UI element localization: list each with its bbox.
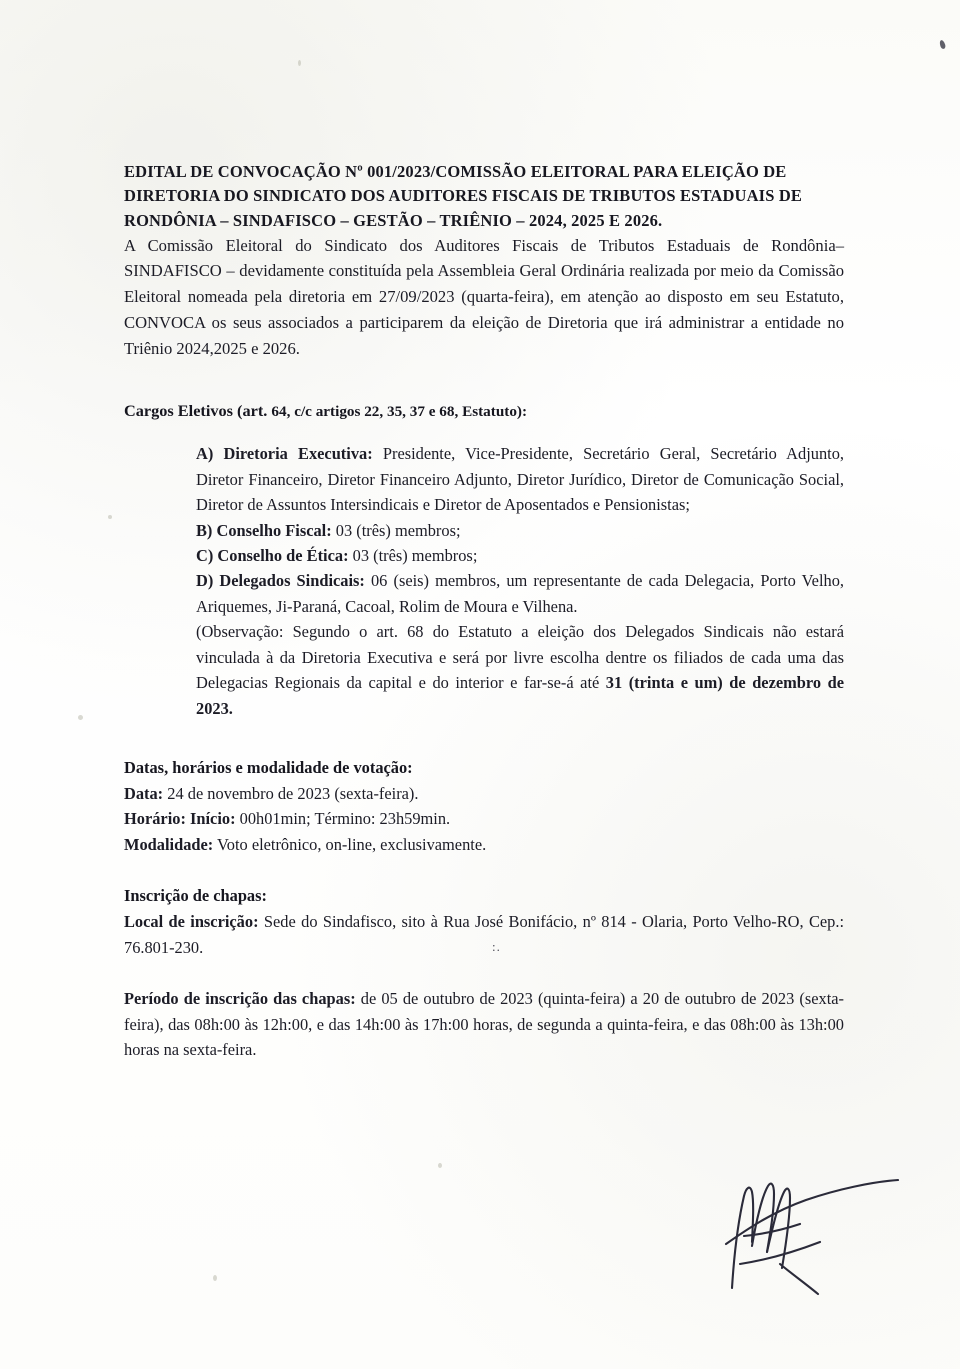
cargos-item-a-letter: A): [196, 444, 214, 464]
cargos-observation-deadline: 31 (trinta e um) de dezembro de 2023.: [196, 673, 844, 718]
datas-row-modalidade: [124, 832, 844, 858]
periodo-label: Período de inscrição das chapas:: [124, 989, 356, 1009]
cargos-item-b-text: 03 (três) membros;: [331, 520, 461, 540]
scan-speck: [108, 515, 112, 519]
datas-row-data: [124, 781, 844, 807]
inscricao-heading: Inscrição de chapas:: [124, 886, 267, 906]
cargos-item-b-letter: B): [196, 520, 213, 540]
document-body: [124, 0, 844, 1063]
cargos-heading-rest: 64, c/c artigos 22, 35, 37 e 68, Estatuto):: [271, 403, 528, 421]
cargos-item-c-text: 03 (três) membros;: [348, 546, 478, 566]
cargos-item-c-letter: C): [196, 546, 214, 566]
cargos-item-d: [196, 568, 844, 619]
cargos-item-a: [196, 441, 844, 517]
cargos-item-c-label: Conselho de Ética:: [217, 546, 349, 566]
cargos-item-a-text: Presidente, Vice-Presidente, Secretário Geral, Secretário Adjunto, Diretor Financeiro, Diretor Financeiro Adjunto, Diretor Jurídico, Diretor de Comunicação Social, Diretor de Assuntos Intersindicais e Diretor de Aposentados e Pensionistas;: [196, 444, 844, 515]
inscricao-local-value: Sede do Sindafisco, sito à Rua José Bonifácio, nº 814 - Olaria, Porto Velho-RO, Cep.: 76.801-230.: [124, 911, 845, 957]
datas-section: [124, 755, 844, 857]
scan-speck: [78, 715, 83, 720]
inscricao-local-label: Local de inscrição:: [124, 911, 259, 931]
datas-row-modalidade-value: Voto eletrônico, on-line, exclusivamente.: [213, 834, 487, 854]
datas-row-data-label: Data:: [124, 783, 164, 803]
scan-artifact-mark: [939, 39, 947, 49]
title-line-3: RONDÔNIA – SINDAFISCO – GESTÃO – TRIÊNIO – 2024, 2025 E 2026.: [124, 210, 663, 230]
inscricao-section: [124, 883, 844, 960]
scan-stray-dots: :.: [492, 939, 501, 954]
datas-row-horario: [124, 806, 844, 832]
periodo-paragraph: [124, 986, 844, 1063]
cargos-observation-text: (Observação: Segundo o art. 68 do Estatuto a eleição dos Delegados Sindicais não estará vinculada à da Diretoria Executiva e será por livre escolha dentre os filiados de cada uma das Delegacias Regionais da capital e do interior e far-se-á até: [196, 622, 844, 693]
datas-heading: Datas, horários e modalidade de votação:: [124, 757, 413, 777]
cargos-item-a-label: Diretoria Executiva:: [223, 444, 373, 464]
cargos-item-d-letter: D): [196, 571, 214, 591]
document-title: [124, 160, 844, 233]
cargos-item-b: [196, 518, 844, 543]
title-line-1: EDITAL DE CONVOCAÇÃO Nº 001/2023/COMISSÃO ELEITORAL PARA ELEIÇÃO DE: [124, 162, 787, 181]
datas-row-modalidade-label: Modalidade:: [124, 834, 214, 854]
datas-row-data-value: 24 de novembro de 2023 (sexta-feira).: [163, 783, 419, 803]
cargos-heading-bold: Cargos Eletivos (art.: [124, 401, 268, 421]
cargos-heading: [124, 401, 844, 421]
scan-speck: [438, 1163, 442, 1168]
handwritten-signature: [720, 1160, 910, 1300]
datas-row-horario-label: Horário: Início:: [124, 809, 236, 829]
cargos-item-d-label: Delegados Sindicais:: [219, 571, 365, 591]
cargos-observation: [196, 619, 844, 721]
cargos-item-d-text: 06 (seis) membros, um representante de cada Delegacia, Porto Velho, Ariquemes, Ji-Paraná, Cacoal, Rolim de Moura e Vilhena.: [196, 571, 844, 616]
cargos-item-c: [196, 543, 844, 568]
title-line-2: DIRETORIA DO SINDICATO DOS AUDITORES FISCAIS DE TRIBUTOS ESTADUAIS DE: [124, 186, 803, 206]
inscricao-local: [124, 909, 844, 960]
cargos-list: [196, 441, 844, 721]
periodo-section: [124, 986, 844, 1063]
cargos-item-b-label: Conselho Fiscal:: [216, 520, 332, 540]
scan-speck: [213, 1275, 217, 1281]
intro-paragraph: A Comissão Eleitoral do Sindicato dos Auditores Fiscais de Tributos Estaduais de Rondônia– SINDAFISCO – devidamente constituída pela Assembleia Geral Ordinária realizada por meio da Comissão Eleitoral nomeada pela diretoria em 27/09/2023 (quarta-feira), em atenção ao disposto em seu Estatuto, CONVOCA os seus associados a participarem da eleição de Diretoria que irá administrar a entidade no Triênio 2024,2025 e 2026.: [124, 235, 844, 358]
datas-row-horario-value: 00h01min; Término: 23h59min.: [235, 809, 451, 829]
periodo-text: de 05 de outubro de 2023 (quinta-feira) a 20 de outubro de 2023 (sexta-feira), das 08h:00 às 12h:00, e das 14h:00 às 17h:00 horas, de segunda a quinta-feira, e das 08h:00 às 13h:00 horas na sexta-feira.: [124, 989, 844, 1060]
